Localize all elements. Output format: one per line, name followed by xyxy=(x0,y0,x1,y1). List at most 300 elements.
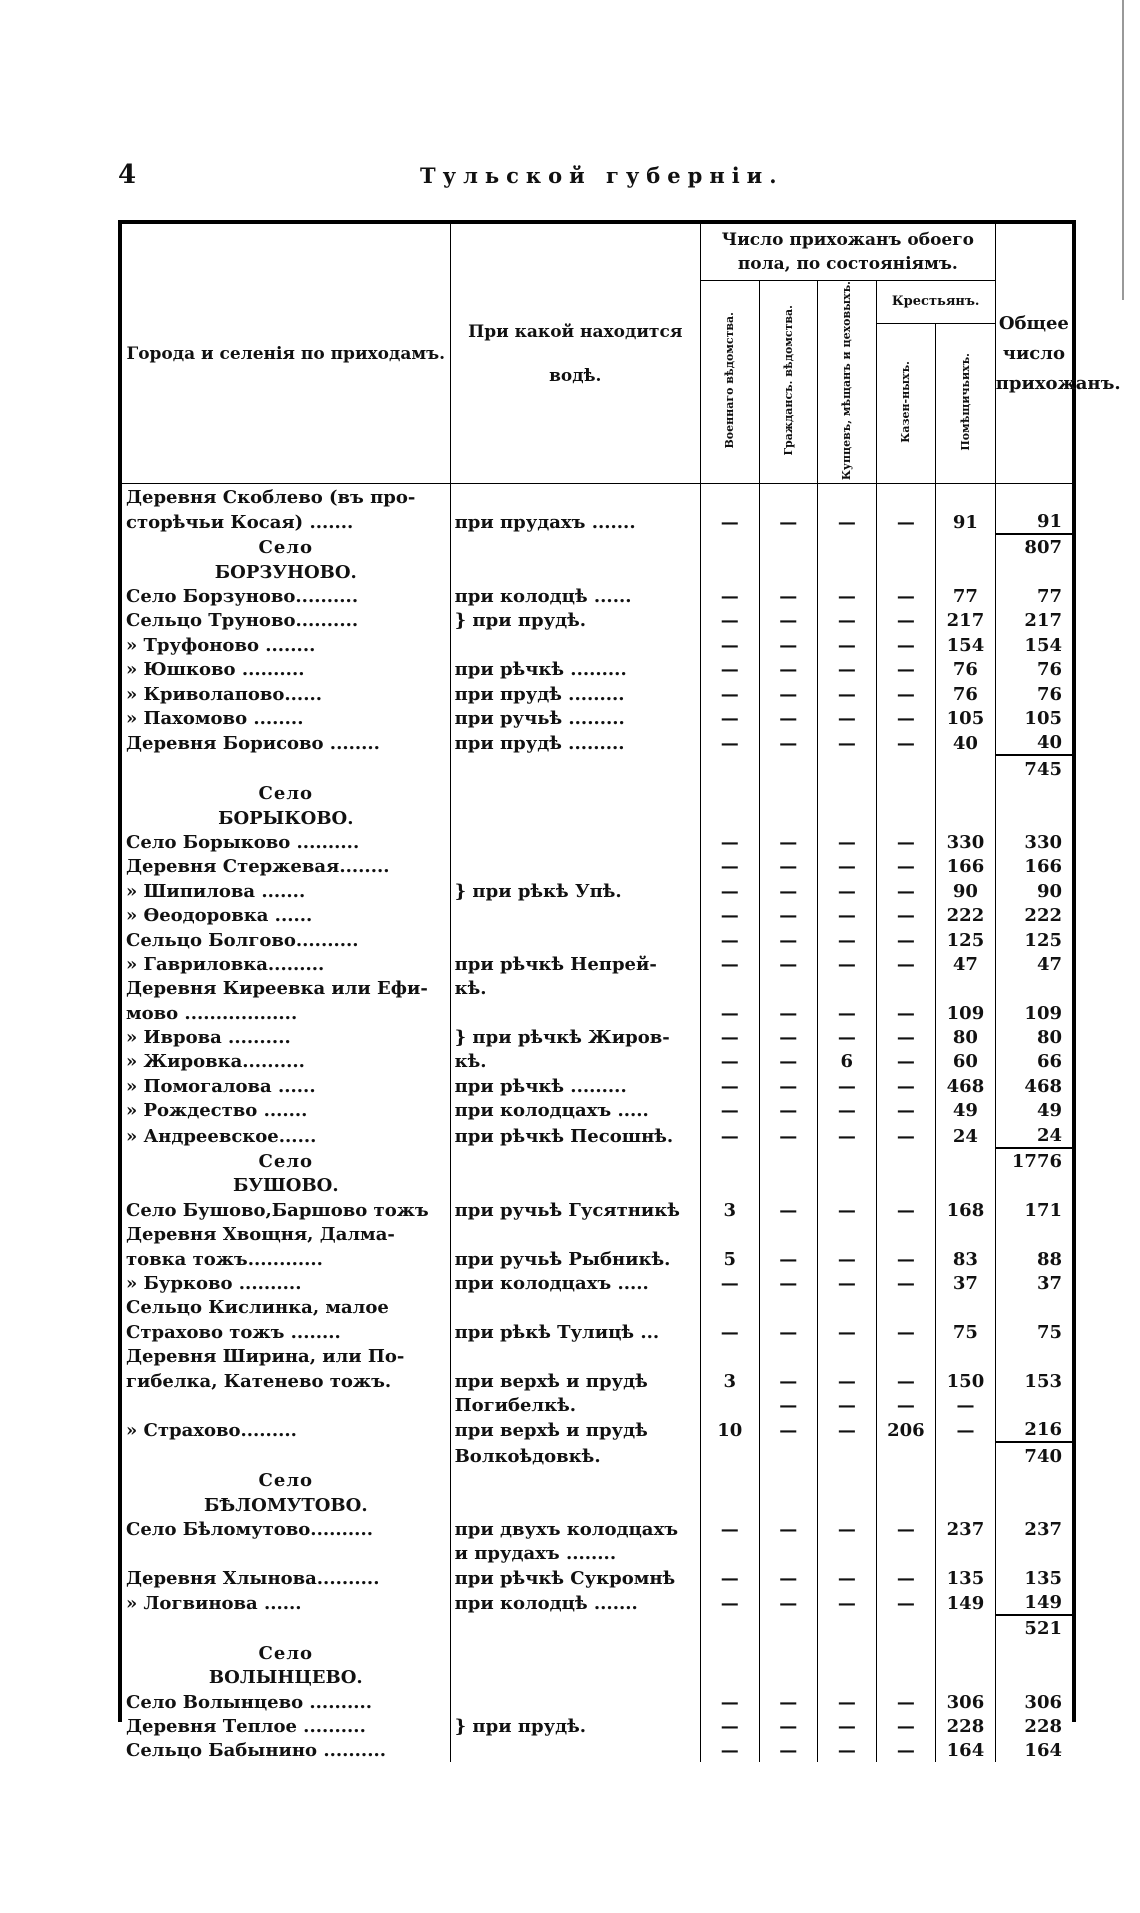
cell-military xyxy=(700,1295,759,1319)
cell-landlord xyxy=(936,1295,996,1319)
table-row xyxy=(122,1615,1072,1640)
cell-civil: — xyxy=(759,681,818,705)
cell-landlord xyxy=(936,755,996,780)
cell-merchants xyxy=(818,1541,877,1565)
cell-landlord: 75 xyxy=(936,1319,996,1343)
cell-place: товка тожъ............ xyxy=(126,1248,323,1270)
cell-water xyxy=(450,781,700,805)
cell-landlord: 37 xyxy=(936,1271,996,1295)
table-row xyxy=(122,1393,1072,1417)
table-row xyxy=(122,878,1072,902)
cell-merchants: — xyxy=(818,830,877,854)
cell-military: — xyxy=(700,681,759,705)
cell-total: 40 xyxy=(995,730,1072,755)
cell-merchants: — xyxy=(818,706,877,730)
cell-landlord xyxy=(936,559,996,583)
cell-merchants: — xyxy=(818,1319,877,1343)
cell-landlord: 125 xyxy=(936,927,996,951)
cell-civil: — xyxy=(759,927,818,951)
cell-military: — xyxy=(700,952,759,976)
cell-place: » Андреевское...... xyxy=(126,1125,317,1147)
cell-state: 206 xyxy=(876,1417,936,1442)
cell-landlord xyxy=(936,1468,996,1492)
cell-merchants: — xyxy=(818,608,877,632)
cell-landlord: 306 xyxy=(936,1689,996,1713)
cell-state: — xyxy=(876,681,936,705)
cell-military xyxy=(700,1148,759,1173)
cell-state: — xyxy=(876,1368,936,1392)
cell-total: 88 xyxy=(995,1246,1072,1270)
cell-merchants: — xyxy=(818,1246,877,1270)
table-row xyxy=(122,854,1072,878)
cell-military xyxy=(700,1665,759,1689)
table-row xyxy=(122,1122,1072,1147)
cell-total: 745 xyxy=(995,755,1072,780)
cell-total: 306 xyxy=(995,1689,1072,1713)
cell-civil: — xyxy=(759,1049,818,1073)
cell-civil: — xyxy=(759,730,818,755)
cell-total: 330 xyxy=(995,830,1072,854)
cell-landlord xyxy=(936,1640,996,1664)
header-total: Общее число прихожанъ. xyxy=(995,224,1072,484)
cell-place: » Труфоново ........ xyxy=(126,634,316,656)
cell-state: — xyxy=(876,1393,936,1417)
cell-military: — xyxy=(700,1000,759,1024)
cell-civil: — xyxy=(759,632,818,656)
cell-landlord xyxy=(936,1492,996,1516)
cell-water: при рѣкѣ Тулицѣ ... xyxy=(450,1319,700,1343)
cell-merchants xyxy=(818,781,877,805)
cell-civil: — xyxy=(759,706,818,730)
cell-landlord: 60 xyxy=(936,1049,996,1073)
cell-civil: — xyxy=(759,878,818,902)
cell-water xyxy=(450,1173,700,1197)
cell-state: — xyxy=(876,1517,936,1541)
cell-place: Деревня Скоблево (въ про- xyxy=(126,486,416,508)
cell-total: 135 xyxy=(995,1565,1072,1589)
cell-civil: — xyxy=(759,608,818,632)
parish-table-frame xyxy=(118,220,1121,1762)
cell-state: — xyxy=(876,854,936,878)
cell-place xyxy=(122,1615,450,1640)
cell-merchants: — xyxy=(818,584,877,608)
cell-military: — xyxy=(700,706,759,730)
cell-landlord: 135 xyxy=(936,1565,996,1589)
cell-place: БОРЗУНОВО. xyxy=(214,561,357,583)
cell-state: — xyxy=(876,1000,936,1024)
cell-place xyxy=(122,755,450,780)
cell-total: 228 xyxy=(995,1714,1072,1738)
cell-merchants xyxy=(818,976,877,1000)
cell-place: Деревня Борисово ........ xyxy=(126,733,380,755)
cell-place: Сельцо Болгово.......... xyxy=(126,929,359,951)
cell-merchants xyxy=(818,1148,877,1173)
cell-military: — xyxy=(700,1098,759,1122)
table-row xyxy=(122,1344,1072,1368)
cell-merchants xyxy=(818,1442,877,1467)
cell-military: — xyxy=(700,1073,759,1097)
cell-place: » Бурково .......... xyxy=(126,1273,302,1294)
cell-civil: — xyxy=(759,1098,818,1122)
cell-military: — xyxy=(700,657,759,681)
cell-merchants: — xyxy=(818,1393,877,1417)
cell-military: — xyxy=(700,1714,759,1738)
cell-landlord: 91 xyxy=(936,509,996,534)
cell-water xyxy=(450,1492,700,1516)
cell-state: — xyxy=(876,1738,936,1762)
cell-water: } при прудѣ. xyxy=(450,1714,700,1738)
cell-state xyxy=(876,1665,936,1689)
cell-total xyxy=(995,559,1072,583)
cell-water: при ручьѣ ......... xyxy=(450,706,700,730)
cell-landlord: 222 xyxy=(936,903,996,927)
cell-total: 217 xyxy=(995,608,1072,632)
cell-total: 105 xyxy=(995,706,1072,730)
cell-merchants: — xyxy=(818,1590,877,1615)
cell-total: 216 xyxy=(995,1417,1072,1442)
header-state: Казен-ныхъ. xyxy=(876,323,936,483)
cell-landlord xyxy=(936,484,996,509)
cell-water xyxy=(450,1615,700,1640)
cell-merchants: — xyxy=(818,1368,877,1392)
cell-merchants: — xyxy=(818,1714,877,1738)
cell-state xyxy=(876,1541,936,1565)
cell-merchants: — xyxy=(818,1098,877,1122)
cell-merchants: — xyxy=(818,1000,877,1024)
cell-water: при рѣчкѣ ......... xyxy=(450,657,700,681)
cell-landlord: 164 xyxy=(936,1738,996,1762)
cell-place: Сельцо Кислинка, малое xyxy=(126,1297,389,1319)
cell-military: — xyxy=(700,1689,759,1713)
cell-military: — xyxy=(700,509,759,534)
cell-military: — xyxy=(700,1271,759,1295)
cell-state xyxy=(876,755,936,780)
cell-landlord: 76 xyxy=(936,681,996,705)
cell-total: 77 xyxy=(995,584,1072,608)
table-row xyxy=(122,805,1072,829)
cell-landlord xyxy=(936,781,996,805)
cell-merchants xyxy=(818,1492,877,1516)
cell-merchants: — xyxy=(818,1073,877,1097)
cell-military: 10 xyxy=(700,1417,759,1442)
cell-civil: — xyxy=(759,1246,818,1270)
cell-merchants xyxy=(818,805,877,829)
cell-civil xyxy=(759,1173,818,1197)
cell-state: — xyxy=(876,632,936,656)
cell-military: 3 xyxy=(700,1368,759,1392)
cell-military xyxy=(700,1640,759,1664)
cell-state: — xyxy=(876,1025,936,1049)
cell-state xyxy=(876,484,936,509)
table-row xyxy=(122,706,1072,730)
cell-landlord: 166 xyxy=(936,854,996,878)
cell-total xyxy=(995,1640,1072,1664)
cell-place: Село xyxy=(258,1151,314,1173)
cell-water: при рѣчкѣ ......... xyxy=(450,1073,700,1097)
cell-landlord xyxy=(936,1442,996,1467)
cell-civil: — xyxy=(759,1271,818,1295)
cell-state xyxy=(876,559,936,583)
table-row xyxy=(122,927,1072,951)
cell-water: } при рѣчкѣ Жиров- xyxy=(450,1025,700,1049)
cell-place: БУШОВО. xyxy=(232,1175,339,1197)
cell-total: 153 xyxy=(995,1368,1072,1392)
cell-water: при рѣчкѣ Непрей- xyxy=(450,952,700,976)
cell-landlord: 150 xyxy=(936,1368,996,1392)
cell-place: » Иврова .......... xyxy=(126,1027,291,1049)
cell-military xyxy=(700,805,759,829)
cell-landlord: 49 xyxy=(936,1098,996,1122)
cell-water xyxy=(450,484,700,509)
cell-water xyxy=(450,1148,700,1173)
cell-state xyxy=(876,1295,936,1319)
cell-military: — xyxy=(700,1738,759,1762)
cell-landlord: 468 xyxy=(936,1073,996,1097)
cell-merchants: — xyxy=(818,1025,877,1049)
cell-military: — xyxy=(700,1565,759,1589)
cell-state: — xyxy=(876,1073,936,1097)
cell-total xyxy=(995,976,1072,1000)
cell-civil xyxy=(759,1492,818,1516)
cell-military: — xyxy=(700,730,759,755)
cell-civil: — xyxy=(759,1417,818,1442)
cell-civil: — xyxy=(759,509,818,534)
cell-military: — xyxy=(700,830,759,854)
cell-civil: — xyxy=(759,1073,818,1097)
cell-landlord: 80 xyxy=(936,1025,996,1049)
cell-state: — xyxy=(876,830,936,854)
cell-military: — xyxy=(700,854,759,878)
cell-merchants xyxy=(818,1222,877,1246)
cell-merchants xyxy=(818,1295,877,1319)
cell-merchants: — xyxy=(818,952,877,976)
cell-merchants: 6 xyxy=(818,1049,877,1073)
cell-military: — xyxy=(700,608,759,632)
cell-civil xyxy=(759,484,818,509)
cell-state: — xyxy=(876,608,936,632)
cell-water xyxy=(450,830,700,854)
cell-state: — xyxy=(876,1714,936,1738)
cell-civil xyxy=(759,1442,818,1467)
cell-water xyxy=(450,854,700,878)
cell-state: — xyxy=(876,1565,936,1589)
cell-water: при двухъ колодцахъ xyxy=(450,1517,700,1541)
cell-civil xyxy=(759,1665,818,1689)
cell-water xyxy=(450,1468,700,1492)
cell-civil: — xyxy=(759,903,818,927)
cell-state: — xyxy=(876,927,936,951)
header-landlord: Помѣщичьихъ. xyxy=(936,323,996,483)
cell-water: при прудахъ ....... xyxy=(450,509,700,534)
cell-water: } при рѣкѣ Упѣ. xyxy=(450,878,700,902)
cell-place: мово .................. xyxy=(126,1002,298,1024)
cell-place xyxy=(122,1541,450,1565)
cell-landlord: — xyxy=(936,1417,996,1442)
cell-place xyxy=(122,1442,450,1467)
cell-total: 125 xyxy=(995,927,1072,951)
cell-military xyxy=(700,755,759,780)
cell-civil: — xyxy=(759,1590,818,1615)
table-row xyxy=(122,484,1072,509)
cell-place: Деревня Теплое .......... xyxy=(126,1716,366,1738)
cell-landlord xyxy=(936,1665,996,1689)
cell-state xyxy=(876,1615,936,1640)
cell-military xyxy=(700,1541,759,1565)
cell-water xyxy=(450,559,700,583)
cell-military xyxy=(700,1442,759,1467)
cell-landlord: 105 xyxy=(936,706,996,730)
cell-civil: — xyxy=(759,1197,818,1221)
table-row xyxy=(122,1000,1072,1024)
cell-landlord: 77 xyxy=(936,584,996,608)
cell-water xyxy=(450,1689,700,1713)
cell-place: Село xyxy=(258,537,314,559)
cell-water: Погибелкѣ. xyxy=(450,1393,700,1417)
cell-landlord: 154 xyxy=(936,632,996,656)
cell-place: ВОЛЫНЦЕВО. xyxy=(208,1667,363,1689)
cell-state: — xyxy=(876,706,936,730)
table-row xyxy=(122,1442,1072,1467)
cell-military xyxy=(700,534,759,559)
cell-civil xyxy=(759,559,818,583)
header-group: Число прихожанъ обоего пола, по состояніямъ. xyxy=(700,224,995,281)
table-row xyxy=(122,1541,1072,1565)
table-row xyxy=(122,681,1072,705)
cell-total: 75 xyxy=(995,1319,1072,1343)
cell-total: 49 xyxy=(995,1098,1072,1122)
cell-civil: — xyxy=(759,1122,818,1147)
cell-state xyxy=(876,1173,936,1197)
cell-water xyxy=(450,632,700,656)
cell-state: — xyxy=(876,1049,936,1073)
cell-military xyxy=(700,484,759,509)
table-row xyxy=(122,952,1072,976)
table-row xyxy=(122,1319,1072,1343)
page-number: 4 xyxy=(118,160,137,190)
cell-landlord xyxy=(936,1222,996,1246)
cell-landlord: 217 xyxy=(936,608,996,632)
cell-landlord: 168 xyxy=(936,1197,996,1221)
cell-water: при колодцѣ ...... xyxy=(450,584,700,608)
cell-total: 76 xyxy=(995,657,1072,681)
cell-water: кѣ. xyxy=(450,976,700,1000)
cell-state xyxy=(876,976,936,1000)
cell-place: Деревня Стержевая........ xyxy=(126,856,390,878)
cell-state xyxy=(876,1442,936,1467)
parish-table xyxy=(122,224,1121,1762)
cell-military: — xyxy=(700,1590,759,1615)
cell-military: — xyxy=(700,878,759,902)
cell-landlord xyxy=(936,1148,996,1173)
cell-merchants: — xyxy=(818,1417,877,1442)
table-row xyxy=(122,1246,1072,1270)
cell-total xyxy=(995,1492,1072,1516)
cell-total: 468 xyxy=(995,1073,1072,1097)
cell-merchants: — xyxy=(818,657,877,681)
cell-military xyxy=(700,1492,759,1516)
cell-civil: — xyxy=(759,1368,818,1392)
cell-total: 66 xyxy=(995,1049,1072,1073)
cell-water xyxy=(450,1640,700,1664)
table-row xyxy=(122,1073,1072,1097)
table-row xyxy=(122,559,1072,583)
cell-merchants: — xyxy=(818,1517,877,1541)
cell-water: при верхѣ и прудѣ xyxy=(450,1368,700,1392)
cell-merchants xyxy=(818,755,877,780)
cell-place: » Страхово......... xyxy=(126,1420,297,1442)
cell-total xyxy=(995,805,1072,829)
cell-total xyxy=(995,1541,1072,1565)
cell-landlord xyxy=(936,1344,996,1368)
cell-place: » Криволапово...... xyxy=(126,683,322,705)
cell-water: при ручьѣ Рыбникѣ. xyxy=(450,1246,700,1270)
cell-landlord xyxy=(936,1541,996,1565)
cell-civil: — xyxy=(759,1393,818,1417)
cell-merchants xyxy=(818,1640,877,1664)
cell-merchants: — xyxy=(818,927,877,951)
table-row xyxy=(122,1665,1072,1689)
cell-state: — xyxy=(876,903,936,927)
running-head: Тульской губерніи. xyxy=(420,163,784,188)
cell-state xyxy=(876,805,936,829)
cell-civil: — xyxy=(759,1738,818,1762)
cell-water xyxy=(450,927,700,951)
cell-water: при прудѣ ......... xyxy=(450,730,700,755)
cell-civil: — xyxy=(759,657,818,681)
cell-military: — xyxy=(700,903,759,927)
cell-merchants: — xyxy=(818,1122,877,1147)
table-row xyxy=(122,1148,1072,1173)
cell-landlord: 47 xyxy=(936,952,996,976)
cell-civil: — xyxy=(759,1319,818,1343)
cell-state: — xyxy=(876,509,936,534)
cell-place: Село Волынцево .......... xyxy=(126,1691,373,1713)
cell-merchants: — xyxy=(818,509,877,534)
cell-landlord: 24 xyxy=(936,1122,996,1147)
cell-landlord: 149 xyxy=(936,1590,996,1615)
cell-military: — xyxy=(700,927,759,951)
cell-place: Село Борзуново.......... xyxy=(126,586,359,608)
cell-place: Село Бушово,Баршово тожъ xyxy=(126,1199,429,1221)
cell-total: 154 xyxy=(995,632,1072,656)
cell-place: Село xyxy=(258,1642,314,1664)
cell-water: при рѣчкѣ Сукромнѣ xyxy=(450,1565,700,1589)
cell-landlord: 90 xyxy=(936,878,996,902)
cell-total: 24 xyxy=(995,1122,1072,1147)
table-row xyxy=(122,1517,1072,1541)
cell-landlord: 330 xyxy=(936,830,996,854)
table-row xyxy=(122,1197,1072,1221)
cell-total: 91 xyxy=(995,509,1072,534)
table-row xyxy=(122,1271,1072,1295)
cell-place xyxy=(122,1393,450,1417)
cell-landlord: 237 xyxy=(936,1517,996,1541)
cell-total: 222 xyxy=(995,903,1072,927)
cell-landlord: 109 xyxy=(936,1000,996,1024)
cell-civil xyxy=(759,1148,818,1173)
table-row xyxy=(122,903,1072,927)
cell-water: Волкоѣдовкѣ. xyxy=(450,1442,700,1467)
header-water: При какой находится водѣ. xyxy=(450,224,700,484)
table-row xyxy=(122,1222,1072,1246)
cell-civil: — xyxy=(759,584,818,608)
cell-water xyxy=(450,1295,700,1319)
table-row xyxy=(122,632,1072,656)
cell-total xyxy=(995,781,1072,805)
cell-water xyxy=(450,1738,700,1762)
table-row xyxy=(122,657,1072,681)
cell-merchants: — xyxy=(818,632,877,656)
